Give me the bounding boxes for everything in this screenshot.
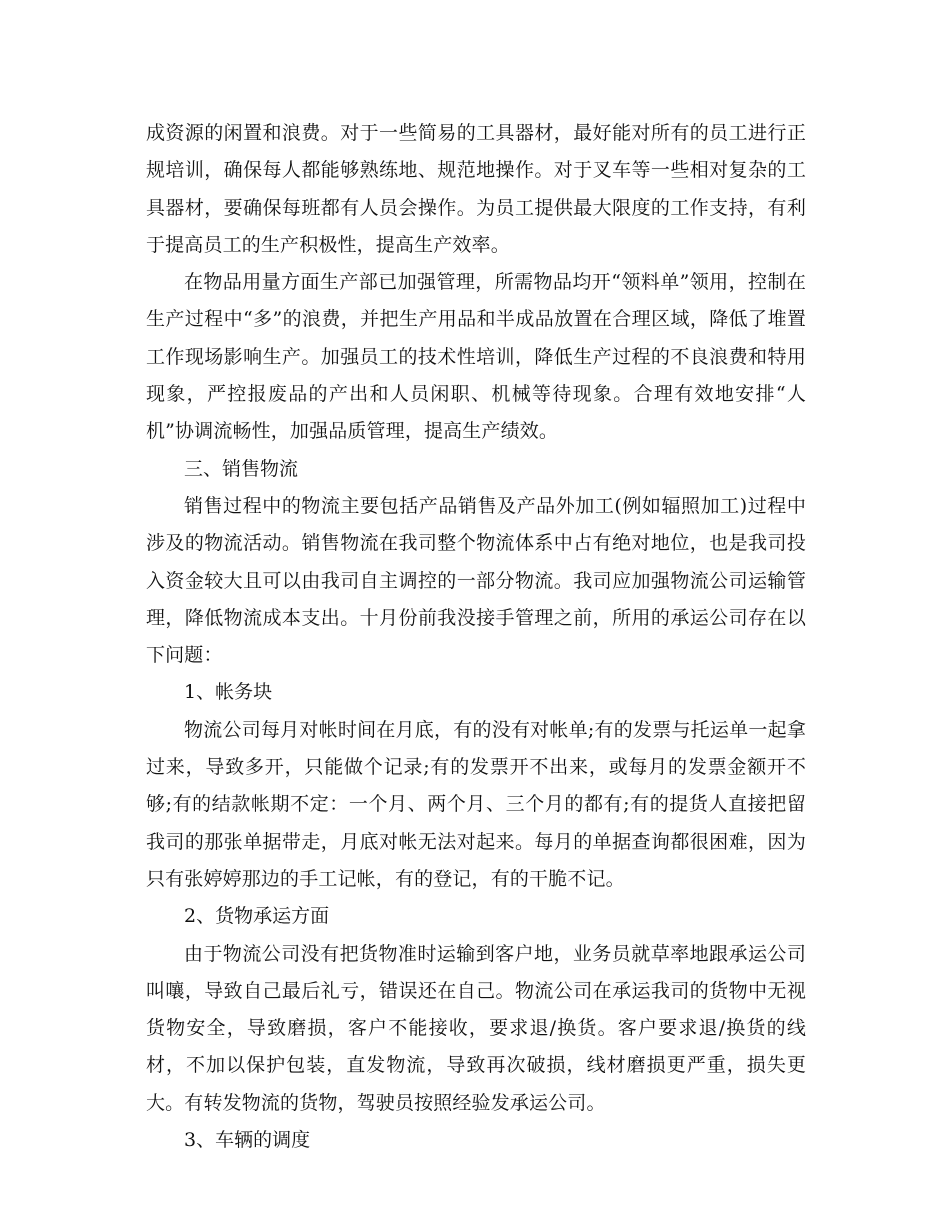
subheading-cargo-carriage: 2、货物承运方面 [184, 905, 330, 928]
section-heading-sales-logistics: 三、销售物流 [184, 457, 299, 480]
subheading-vehicle-dispatch: 3、车辆的调度 [184, 1129, 311, 1152]
paragraph-accounts: 物流公司每月对帐时间在月底，有的没有对帐单;有的发票与托运单一起拿过来，导致多开，只能做个记录;有的发票开不出来，或每月的发票金额开不够;有的结款帐期不定：一个月、两个月、三个月的都有;有的提货人直接把留我司的那张单据带走，月底对帐无法对起来。每月的单据查询都很困难，因为只有张婷婷那边的手工记帐，有的登记，有的干脆不记。 [146, 718, 806, 890]
subheading-accounts: 1、帐务块 [184, 681, 273, 704]
paragraph-continued: 成资源的闲置和浪费。对于一些简易的工具器材，最好能对所有的员工进行正规培训，确保每人都能够熟练地、规范地操作。对于叉车等一些相对复杂的工具器材，要确保每班都有人员会操作。为员工提供最大限度的工作支持，有利于提高员工的生产积极性，提高生产效率。 [146, 122, 806, 256]
paragraph-cargo-carriage: 由于物流公司没有把货物准时运输到客户地，业务员就草率地跟承运公司叫嚷，导致自己最后礼亏，错误还在自己。物流公司在承运我司的货物中无视货物安全，导致磨损，客户不能接收，要求退/换货。客户要求退/换货的线材，不加以保护包装，直发物流，导致再次破损，线材磨损更严重，损失更大。有转发物流的货物，驾驶员按照经验发承运公司。 [146, 942, 806, 1114]
paragraph-sales-logistics: 销售过程中的物流主要包括产品销售及产品外加工(例如辐照加工)过程中涉及的物流活动。销售物流在我司整个物流体系中占有绝对地位，也是我司投入资金较大且可以由我司自主调控的一部分物流。我司应加强物流公司运输管理，降低物流成本支出。十月份前我没接手管理之前，所用的承运公司存在以下问题： [146, 494, 806, 667]
document-body [146, 115, 806, 1159]
paragraph-material-usage: 在物品用量方面生产部已加强管理，所需物品均开“领料单”领用，控制在生产过程中“多”的浪费，并把生产用品和半成品放置在合理区域，降低了堆置工作现场影响生产。加强员工的技术性培训，降低生产过程的不良浪费和特用现象，严控报废品的产出和人员闲职、机械等待现象。合理有效地安排“人机”协调流畅性，加强品质管理，提高生产绩效。 [146, 271, 806, 443]
